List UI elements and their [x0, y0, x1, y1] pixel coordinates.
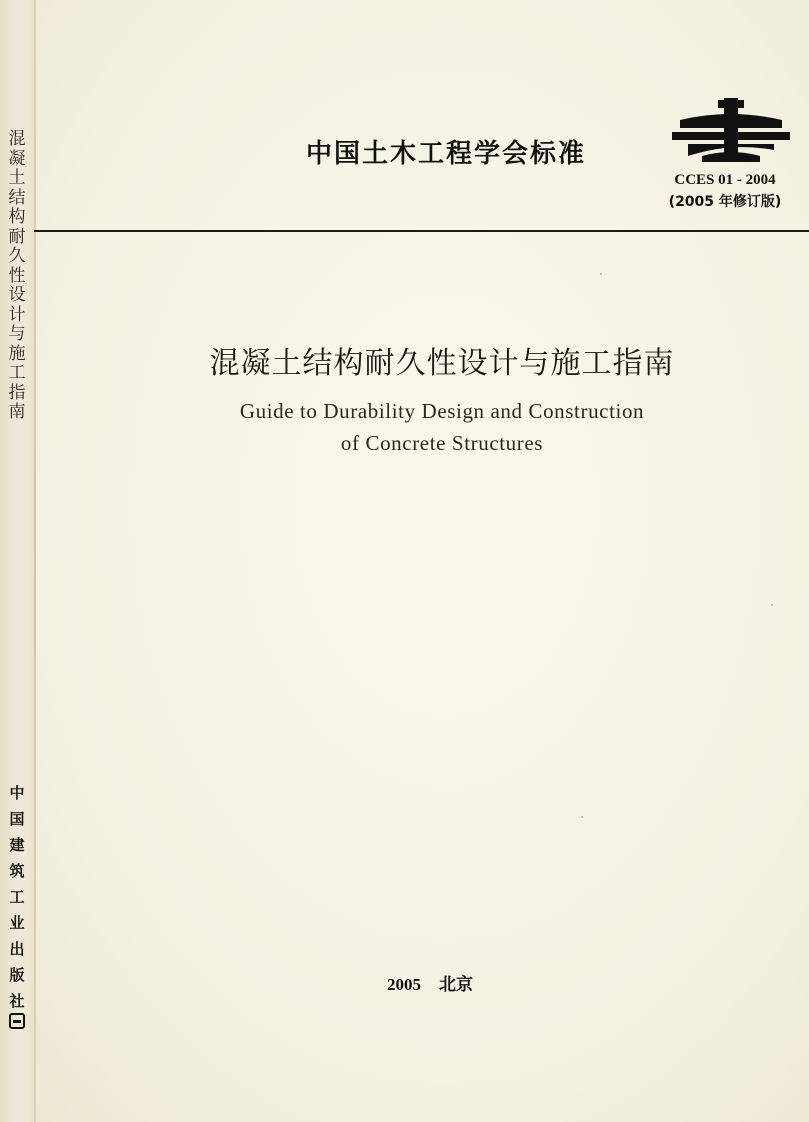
- imprint-year: 2005: [387, 975, 421, 994]
- title-english-line1: Guide to Durability Design and Construction: [239, 399, 645, 423]
- paper-speck: [600, 273, 602, 275]
- title-chinese: 混凝土结构耐久性设计与施工指南: [209, 346, 675, 381]
- title-english: [200, 395, 684, 459]
- edition-note: (2005 年修订版): [668, 194, 782, 210]
- spine-title: 混凝土结构耐久性设计与施工指南: [8, 129, 26, 422]
- organization-name: 中国土木工程学会标准: [306, 139, 587, 169]
- paper-speck: [581, 816, 583, 818]
- publisher-logo-icon: [9, 1013, 25, 1029]
- imprint: [360, 970, 500, 995]
- spine-publisher: 中国建筑工业出版社: [9, 784, 25, 1010]
- title-english-line2: of Concrete Structures: [340, 431, 544, 455]
- header-divider: [34, 230, 809, 232]
- spine-fold-line: [34, 0, 36, 1122]
- cces-emblem-icon: [672, 98, 790, 164]
- imprint-city: 北京: [439, 975, 473, 995]
- paper-speck: [771, 604, 773, 606]
- standard-code: CCES 01 - 2004: [674, 172, 776, 188]
- book-spine: [0, 0, 34, 1122]
